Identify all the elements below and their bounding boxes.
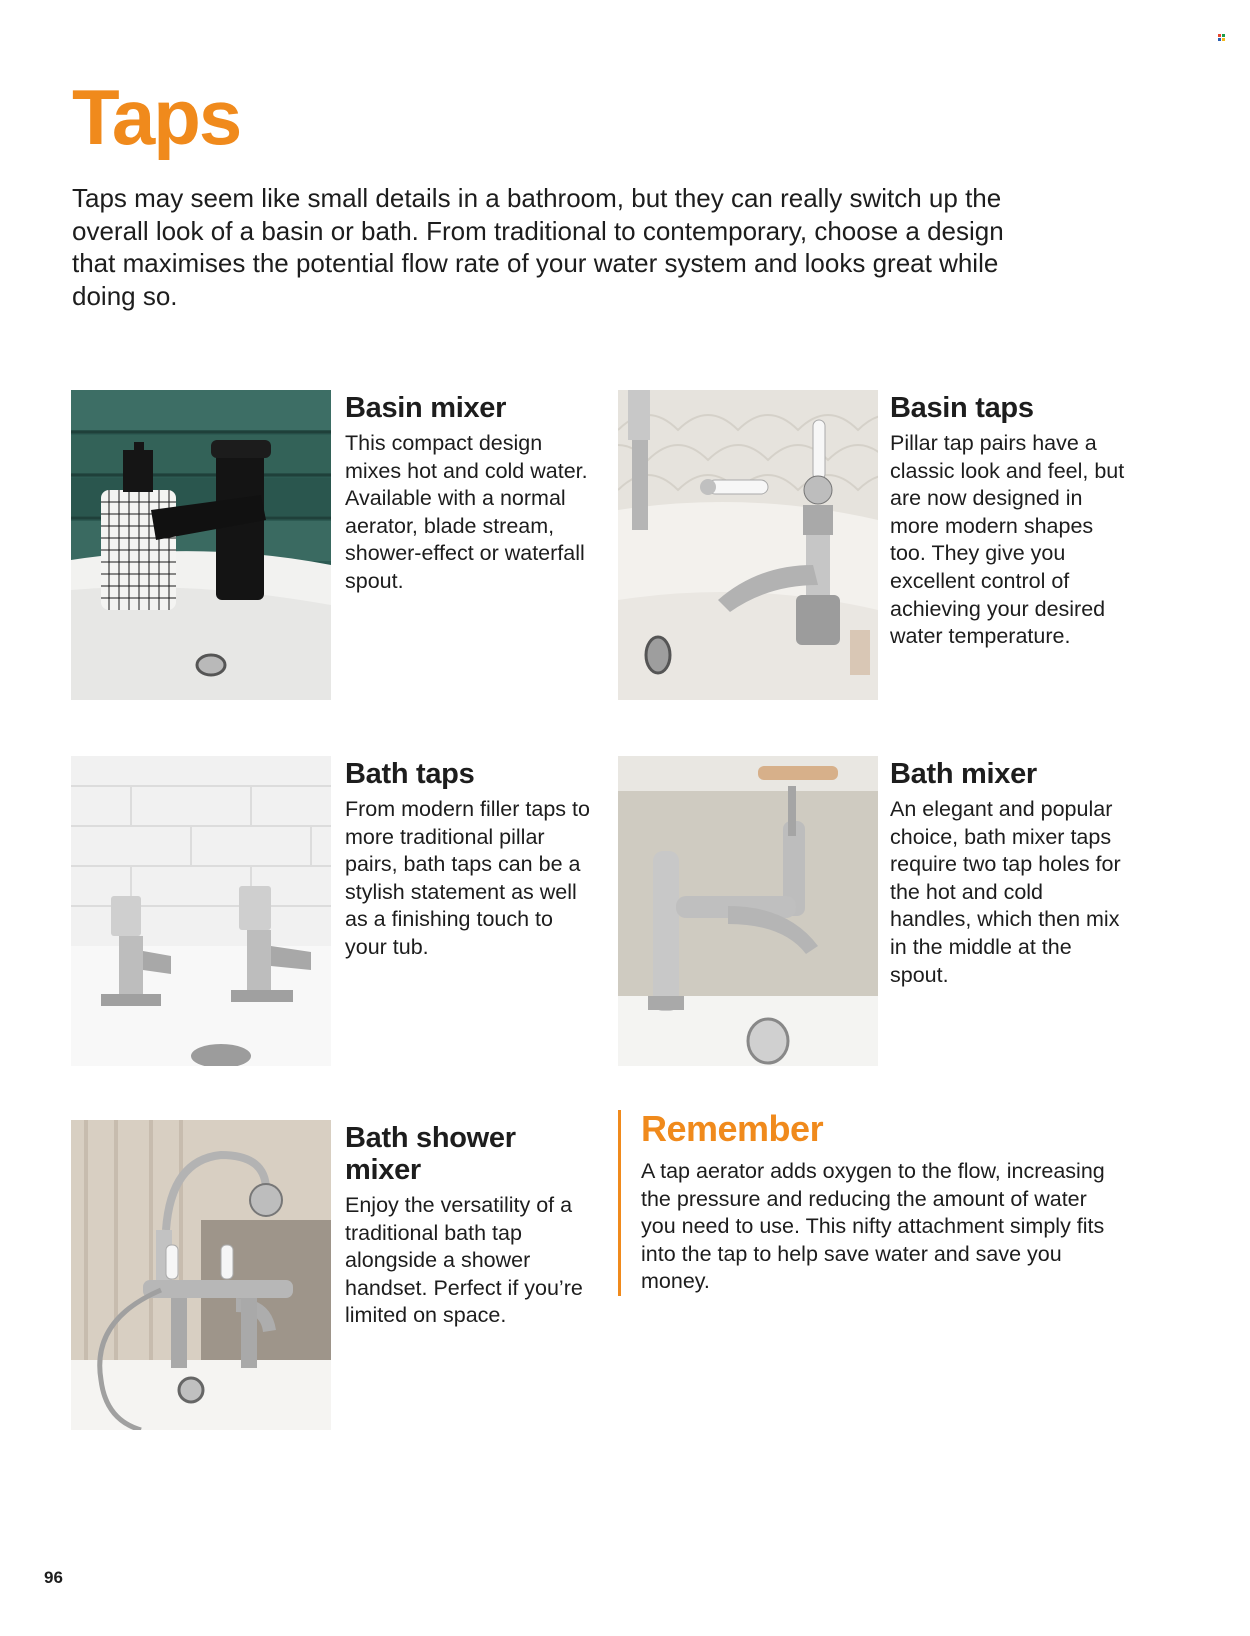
product-heading: Basin taps (890, 392, 1034, 424)
bath-shower-mixer-photo (71, 1120, 331, 1430)
bath-taps-photo (71, 756, 331, 1066)
basin-taps-photo (618, 390, 878, 700)
product-heading: Bath shower mixer (345, 1122, 516, 1186)
remember-body: A tap aerator adds oxygen to the flow, increasing the pressure and reducing the amount of water you need to use. This nifty attachment simply fits into the tap to help save water and save you money. (641, 1159, 1105, 1294)
basin-mixer-section (345, 392, 595, 596)
page-title: Taps (72, 73, 241, 161)
product-description: From modern filler taps to more traditional pillar pairs, bath taps can be a stylish statement as well as a finishing touch to your tub. (345, 797, 590, 959)
product-heading: Basin mixer (345, 392, 507, 424)
product-description: This compact design mixes hot and cold water. Available with a normal aerator, blade stream, shower-effect or waterfall spout. (345, 431, 588, 593)
intro-paragraph: Taps may seem like small details in a bathroom, but they can really switch up the overall look of a basin or bath. From traditional to contemporary, choose a design that maximises the potential flow rate of your water system and looks great while doing so. (72, 183, 1004, 311)
bath-mixer-photo (618, 756, 878, 1066)
product-description: Pillar tap pairs have a classic look and feel, but are now designed in more modern shapes too. They give you excellent control of achieving your desired water temperature. (890, 431, 1125, 649)
product-description: An elegant and popular choice, bath mixer taps require two tap holes for the hot and cold handles, which then mix in the middle at the spout. (890, 797, 1121, 987)
bath-taps-section (345, 758, 595, 962)
corner-logo-mark (1218, 34, 1225, 41)
basin-mixer-photo (71, 390, 331, 700)
bath-shower-mixer-section (345, 1122, 595, 1330)
remember-heading: Remember (641, 1108, 824, 1149)
bath-mixer-section (890, 758, 1130, 989)
product-heading: Bath taps (345, 758, 475, 790)
remember-callout (618, 1110, 1111, 1296)
basin-taps-section (890, 392, 1130, 651)
product-description: Enjoy the versatility of a traditional bath tap alongside a shower handset. Perfect if you’re limited on space. (345, 1193, 583, 1328)
product-heading: Bath mixer (890, 758, 1037, 790)
page-number: 96 (44, 1568, 63, 1587)
